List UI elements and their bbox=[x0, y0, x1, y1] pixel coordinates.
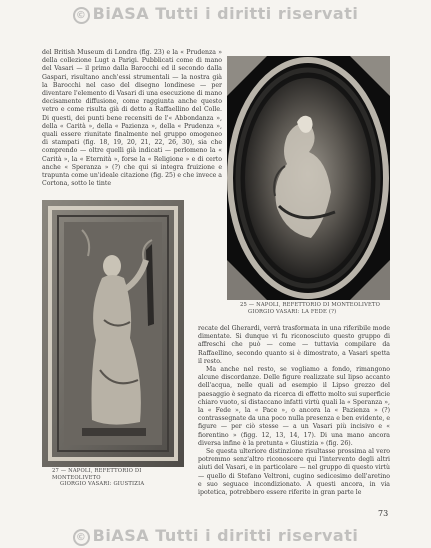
figure-medallion-image bbox=[227, 56, 390, 300]
caption-top-line1: 25 — NAPOLI, REFETTORIO DI MONTEOLIVETO bbox=[240, 302, 381, 308]
caption-left-figure bbox=[52, 468, 192, 488]
watermark-text: BiASA Tutti i diritti riservati bbox=[92, 526, 359, 545]
watermark-top bbox=[0, 4, 431, 24]
copyright-icon: © bbox=[73, 7, 90, 24]
paragraph-bottom-right-2: Ma anche nel resto, se vogliamo a fondo, rimangono alcune discordanze. Delle figure realizzate sul lipso accanto dell'acqua, nelle quali ad esempio il Lipso grezzo del paesaggio è segnato da ricerca di effetto molto sui superficie chiaro vuoto, si distaccano infatti virtù quali la « Speranza », la « Fede », la « Pace », o ancora la « Pazienza » (?) contrassegnate da una poco nulla presenza e ben evidente, e figure — per ciò stesse — a un Vasari più incisivo e « fiorentino » (figg. 12, 13, 14, 17). Di una mano ancora diversa infine è la pretunta « Giustizia » (fig. 26). bbox=[198, 366, 390, 447]
paragraph-bottom-right-1: recate del Gherardi, verrà trasformata in una riferibile mode dimentate. Si dunque vi fu riconosciuto questo gruppo di affreschi che può — come — tuttavia compilare da Raffaellino, secondo quanto si è dimostrato, a Vasari spetta il resto. bbox=[198, 325, 390, 365]
caption-left-line1: 27 — NAPOLI, REFETTORIO DI MONTEOLIVETO bbox=[52, 468, 142, 481]
paragraph-top-left: del British Museum di Londra (fig. 23) e la « Prudenza » della collezione Lugt a Parigi. Pubblicati come di mano del Vasari — il primo dalla Barocchi ed il secondo dalla Gaspari, risultano anch'essi strumentali — la nostra già la Barocchi nel caso del disegno londinese — per diventare l'elemento di Vasari di una esecuzione di mano decisamente diffusione, come raggiunta anche questo vetro e come risulta già di detto a Raffaellino del Colle. Di questi, dei punti bene recensiti de l'« Abbondanza », della « Carità », della « Pazienza », della « Prudenza », quali essere riunitate finalmente nel gruppo omogeneo di stampati (fig. 18, 19, 20, 21, 22, 26, 30), sia che comprendo — oltre quelli già indicati — perlomeno la « Carità », la « Eternità », forse la « Religione » e di certo anche « Speranza » (?) che qui si integra fruizione e trapunta come un'ideale citazione (fig. 25) e che invece a Cortona, sotto le tinte bbox=[42, 49, 222, 188]
caption-top-line2: GIORGIO VASARI: LA FEDE (?) bbox=[248, 308, 337, 315]
figure-niche-image bbox=[42, 200, 184, 467]
paragraph-bottom-right-3: Se questa ulteriore distinzione risultasse prossima al vero potremmo senz'altro riconoscere qui l'intervento degli altri aiuti del Vasari, e in particolare — nel gruppo di questo virtù — quello di Stefano Veltroni, cugino sedicesimo dell'aretino e suo seguace incondizionato. A questi ancora, in via ipotetica, potrebbero essere riferite in gran parte le bbox=[198, 448, 390, 497]
text-column-bottom-right bbox=[198, 325, 390, 500]
watermark-text: BiASA Tutti i diritti riservati bbox=[92, 4, 359, 23]
text-column-top-left bbox=[42, 49, 222, 194]
caption-left-line2: GIORGIO VASARI: GIUSTIZIA bbox=[60, 481, 145, 488]
caption-top-figure bbox=[240, 302, 390, 315]
copyright-icon: © bbox=[73, 529, 90, 546]
page-number: 73 bbox=[378, 509, 389, 518]
watermark-bottom bbox=[0, 526, 431, 546]
